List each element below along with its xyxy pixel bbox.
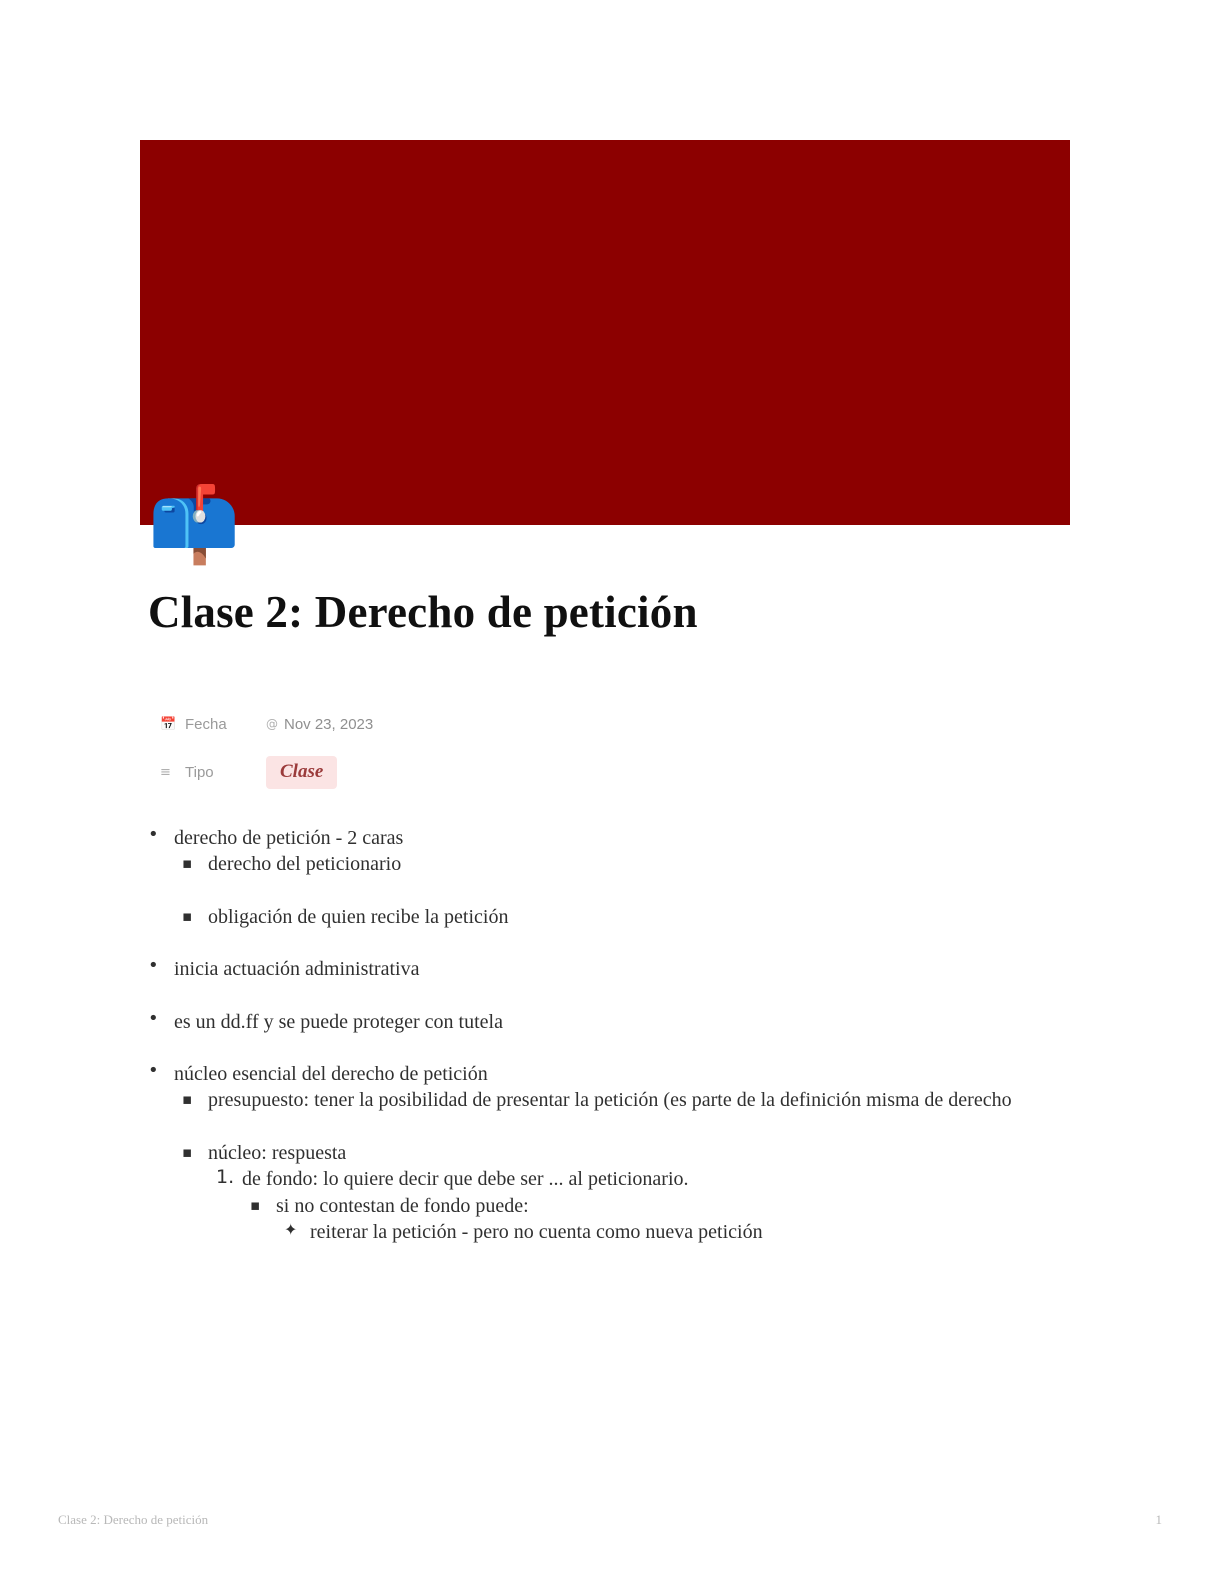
bullet-number-icon: 1. [216,1166,235,1189]
footer-document-name: Clase 2: Derecho de petición [58,1512,209,1527]
bullet-square-icon: ▪ [182,1090,193,1109]
list-item-text: si no contestan de fondo puede: [276,1194,529,1217]
list-item-text: de fondo: lo quiere decir que debe ser ... al peticionario. [242,1168,689,1191]
outline-level-4 [242,1193,1090,1246]
page-properties [140,700,480,796]
list-item[interactable] [174,851,1090,877]
status-badge: Clase [266,756,337,789]
list-item[interactable] [140,956,1090,982]
outline-level-5 [276,1219,1090,1245]
property-label-text: Fecha [185,715,227,733]
list-item[interactable] [174,904,1090,930]
bullet-square-icon: ▪ [182,1142,193,1161]
outline-level-3 [208,1166,1090,1245]
property-row-fecha[interactable] [140,700,480,748]
bullet-diamond-icon: ✦ [284,1219,298,1239]
bullet-disc-icon: • [148,1059,159,1081]
bullet-disc-icon: • [148,1007,159,1029]
list-item[interactable] [140,1009,1090,1035]
property-label-tipo [160,764,266,781]
list-icon: ≡ [160,764,171,780]
bullet-square-icon: ▪ [182,906,193,925]
mailbox-emoji-icon: 📫 [148,482,241,568]
list-item-text: inicia actuación administrativa [174,958,420,981]
list-item-text: núcleo esencial del derecho de petición [174,1062,488,1085]
property-value-fecha[interactable] [266,716,373,733]
list-item-text: presupuesto: tener la posibilidad de presentar la petición (es parte de la definición misma de derecho [208,1089,1012,1112]
list-item[interactable] [276,1219,1090,1245]
list-item[interactable] [140,1061,1090,1245]
outline-content [140,825,1090,1271]
property-label-fecha [160,716,266,733]
page-title: Clase 2: Derecho de petición [148,587,698,637]
list-item-text: obligación de quien recibe la petición [208,905,509,928]
list-item-text: reiterar la petición - pero no cuenta como nueva petición [310,1220,763,1243]
at-icon: @ [266,717,278,731]
list-item-text: derecho de petición - 2 caras [174,827,404,849]
outline-level-1 [140,825,1090,1245]
cover-banner [140,140,1070,525]
list-item[interactable] [242,1193,1090,1246]
list-item[interactable] [208,1166,1090,1245]
list-item[interactable] [174,1087,1090,1113]
bullet-square-icon: ▪ [250,1195,261,1214]
list-item-text: derecho del peticionario [208,853,402,876]
property-value-text: Nov 23, 2023 [284,715,374,733]
bullet-disc-icon: • [148,824,159,845]
bullet-square-icon: ▪ [182,854,193,873]
footer-page-number: 1 [1155,1512,1162,1527]
bullet-disc-icon: • [148,955,159,977]
outline-level-2 [174,851,1090,930]
list-item[interactable] [140,825,1090,930]
list-item-text: es un dd.ff y se puede proteger con tutela [174,1010,503,1033]
calendar-icon: 📅 [160,716,177,732]
list-item-text: núcleo: respuesta [208,1141,347,1164]
property-row-tipo[interactable] [140,748,480,796]
outline-level-2 [174,1087,1090,1245]
property-value-tipo[interactable] [266,756,337,789]
list-item[interactable] [174,1140,1090,1246]
property-label-text: Tipo [185,763,214,781]
